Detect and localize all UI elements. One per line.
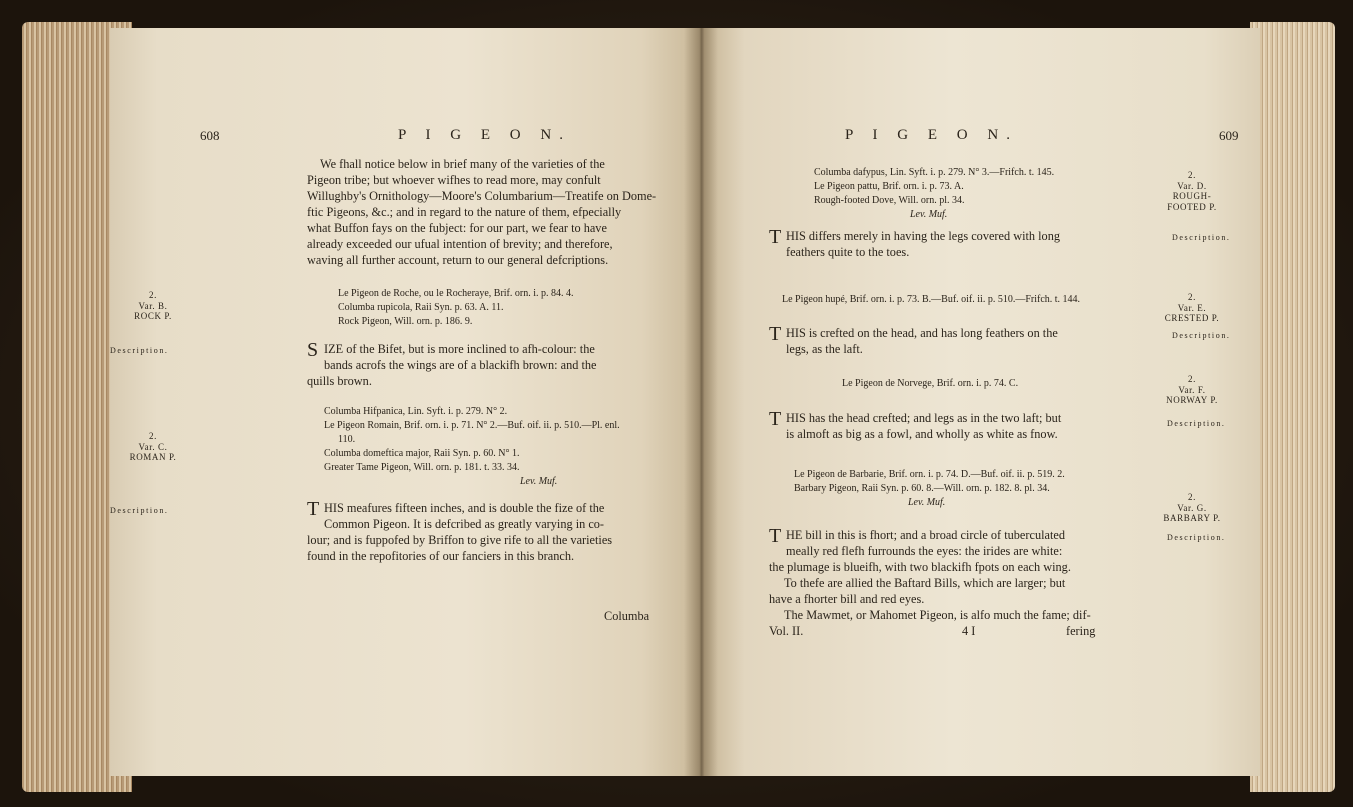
margin-note-var-c: 2. Var. C. ROMAN P. bbox=[129, 431, 177, 462]
synonym-line: Rock Pigeon, Will. orn. p. 186. 9. bbox=[338, 316, 473, 327]
book-gutter bbox=[684, 28, 718, 776]
text-line: is almoft as big as a fowl, and wholly as white as fnow. bbox=[786, 427, 1058, 441]
text-line: lour; and is fuppofed by Briffon to give rife to all the varieties bbox=[307, 533, 613, 547]
volume-number: Vol. II. bbox=[769, 624, 804, 638]
drop-initial: T bbox=[769, 323, 782, 345]
drop-initial: T bbox=[769, 408, 782, 430]
text-line: HIS has the head crefted; and legs as in the two laft; but bbox=[786, 411, 1062, 425]
text-line: already exceeded our ufual intention of brevity; and therefore, bbox=[307, 237, 613, 251]
page-number: 608 bbox=[200, 128, 220, 143]
margin-note-var-e: 2. Var. E. CRESTED P. bbox=[1164, 292, 1220, 323]
synonym-line: Lev. Muf. bbox=[908, 497, 946, 508]
synonym-line: Le Pigeon de Roche, ou le Rocheraye, Brif. orn. i. p. 84. 4. bbox=[338, 288, 574, 299]
text-line: found in the repofitories of our fanciers in this branch. bbox=[307, 549, 575, 563]
synonym-line: Le Pigeon de Barbarie, Brif. orn. i. p. 74. D.—Buf. oif. ii. p. 519. 2. bbox=[794, 469, 1065, 480]
description-label: Description. bbox=[110, 506, 169, 515]
text-line: We fhall notice below in brief many of the varieties of the bbox=[320, 157, 605, 171]
description-label: Description. bbox=[1172, 331, 1231, 340]
right-page bbox=[700, 28, 1260, 776]
text-line: To thefe are allied the Baftard Bills, which are larger; but bbox=[784, 576, 1066, 590]
description-label: Description. bbox=[110, 346, 169, 355]
synonym-line: Le Pigeon de Norvege, Brif. orn. i. p. 74. C. bbox=[842, 378, 1019, 389]
text-line: Common Pigeon. It is defcribed as greatly varying in co- bbox=[324, 517, 605, 531]
text-line: the plumage is blueifh, with two blackifh fpots on each wing. bbox=[769, 560, 1071, 574]
description-label: Description. bbox=[1172, 233, 1231, 242]
margin-note-var-d: 2. Var. D. ROUGH- FOOTED P. bbox=[1167, 170, 1217, 212]
synonym-line: Columba dafypus, Lin. Syft. i. p. 279. N° 3.—Frifch. t. 145. bbox=[814, 167, 1055, 178]
running-head: P I G E O N. bbox=[398, 127, 571, 143]
synonym-line: Columba rupicola, Raii Syn. p. 63. A. 11. bbox=[338, 302, 504, 313]
synonym-line: Le Pigeon pattu, Brif. orn. i. p. 73. A. bbox=[814, 181, 964, 192]
synonym-line: Rough-footed Dove, Will. orn. pl. 34. bbox=[814, 195, 965, 206]
text-line: The Mawmet, or Mahomet Pigeon, is alfo much the fame; dif- bbox=[784, 608, 1091, 622]
drop-initial: S bbox=[307, 339, 319, 361]
text-line: feathers quite to the toes. bbox=[786, 245, 910, 259]
left-page bbox=[110, 28, 700, 776]
text-line: bands acrofs the wings are of a blackifh brown: and the bbox=[324, 358, 597, 372]
synonym-line: Barbary Pigeon, Raii Syn. p. 60. 8.—Will. orn. p. 182. 8. pl. 34. bbox=[794, 483, 1050, 494]
text-line: HIS differs merely in having the legs covered with long bbox=[786, 229, 1060, 243]
text-line: waving all further account, return to our general defcriptions. bbox=[307, 253, 609, 267]
catchword: Columba bbox=[604, 609, 650, 623]
synonym-line: Columba Hifpanica, Lin. Syft. i. p. 279. N° 2. bbox=[324, 406, 508, 417]
synonym-line: Greater Tame Pigeon, Will. orn. p. 181. t. 33. 34. bbox=[324, 462, 520, 473]
description-label: Description. bbox=[1167, 533, 1226, 542]
text-line: HE bill in this is fhort; and a broad circle of tuberculated bbox=[786, 528, 1065, 542]
text-line: HIS meafures fifteen inches, and is double the fize of the bbox=[324, 501, 605, 515]
running-head: P I G E O N. bbox=[845, 127, 1018, 143]
page-edges-right bbox=[1250, 22, 1335, 792]
synonym-line: 110. bbox=[338, 434, 356, 445]
synonym-line: Lev. Muf. bbox=[910, 209, 948, 220]
drop-initial: T bbox=[307, 498, 320, 520]
description-label: Description. bbox=[1167, 419, 1226, 428]
signature-mark: 4 I bbox=[962, 624, 976, 638]
text-line: IZE of the Bifet, but is more inclined to afh-colour: the bbox=[324, 342, 595, 356]
text-line: what Buffon fays on the fubject: for our part, we fear to have bbox=[307, 221, 607, 235]
text-line: Willughby's Ornithology—Moore's Columbarium—Treatife on Dome- bbox=[307, 189, 657, 203]
page-number: 609 bbox=[1219, 128, 1239, 143]
text-line: HIS is crefted on the head, and has long feathers on the bbox=[786, 326, 1058, 340]
synonym-line: Le Pigeon hupé, Brif. orn. i. p. 73. B.—Buf. oif. ii. p. 510.—Frifch. t. 144. bbox=[782, 294, 1081, 305]
drop-initial: T bbox=[769, 525, 782, 547]
synonym-line: Columba domeftica major, Raii Syn. p. 60. N° 1. bbox=[324, 448, 520, 459]
synonym-line: Lev. Muf. bbox=[520, 476, 558, 487]
margin-note-var-g: 2. Var. G. BARBARY P. bbox=[1163, 492, 1221, 523]
text-line: meally red flefh furrounds the eyes: the irides are white: bbox=[786, 544, 1063, 558]
text-line: quills brown. bbox=[307, 374, 372, 388]
drop-initial: T bbox=[769, 226, 782, 248]
text-line: ftic Pigeons, &c.; and in regard to the nature of them, efpecially bbox=[307, 205, 622, 219]
margin-note-var-b: 2. Var. B. ROCK P. bbox=[134, 290, 172, 321]
text-line: legs, as the laft. bbox=[786, 342, 863, 356]
margin-note-var-f: 2. Var. F. NORWAY P. bbox=[1166, 374, 1218, 405]
text-line: Pigeon tribe; but whoever wifhes to read more, may confult bbox=[307, 173, 601, 187]
synonym-line: Le Pigeon Romain, Brif. orn. i. p. 71. N° 2.—Buf. oif. ii. p. 510.—Pl. enl. bbox=[324, 420, 620, 431]
catchword: fering bbox=[1066, 624, 1096, 638]
text-line: have a fhorter bill and red eyes. bbox=[769, 592, 925, 606]
